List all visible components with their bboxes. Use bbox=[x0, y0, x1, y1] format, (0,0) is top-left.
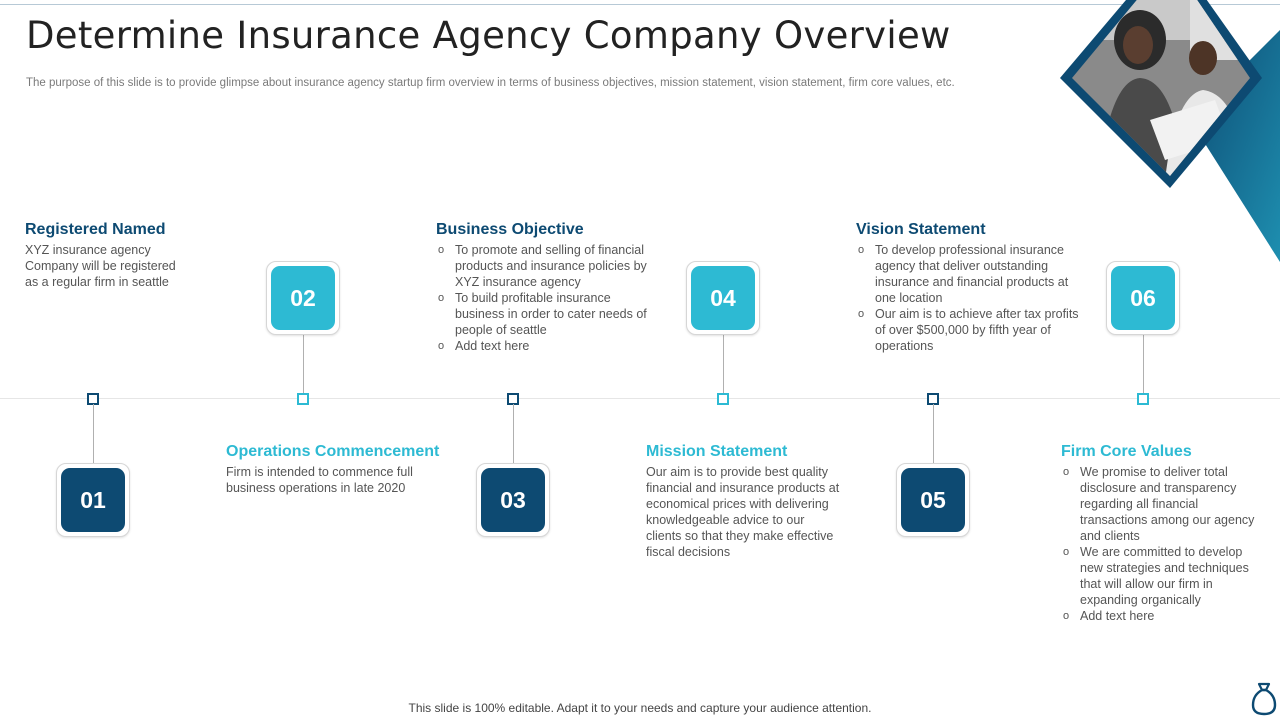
step-badge-06 bbox=[1106, 261, 1180, 335]
slide-footer-note: This slide is 100% editable. Adapt it to your needs and capture your audience attention. bbox=[408, 701, 872, 715]
step-number: 02 bbox=[271, 266, 335, 330]
timeline-marker-04 bbox=[717, 393, 729, 405]
step-text: Firm is intended to commence full business operations in late 2020 bbox=[226, 465, 413, 495]
bullet-item: o To develop professional insurance agency that deliver outstanding insurance and financial products at one location bbox=[856, 242, 1088, 306]
bullet-item: o We are committed to develop new strategies and techniques that will allow our firm in expanding organically bbox=[1061, 544, 1266, 608]
step-number: 04 bbox=[691, 266, 755, 330]
step-badge-01 bbox=[56, 463, 130, 537]
bullet-item: o Add text here bbox=[1061, 608, 1266, 624]
step-heading: Registered Named bbox=[25, 221, 166, 238]
step-bullets bbox=[856, 242, 1088, 354]
step-heading: Mission Statement bbox=[646, 443, 788, 460]
step-badge-03 bbox=[476, 463, 550, 537]
step-heading: Vision Statement bbox=[856, 221, 986, 238]
connector-02 bbox=[303, 334, 304, 393]
step-04-block bbox=[646, 443, 842, 560]
step-bullets bbox=[436, 242, 658, 354]
step-number: 06 bbox=[1111, 266, 1175, 330]
step-05-block bbox=[856, 221, 1088, 354]
slide-subtitle: The purpose of this slide is to provide glimpse about insurance agency startup firm overview in terms of business objectives, mission statement, vision statement, firm core values, etc. bbox=[26, 77, 955, 89]
step-01-block bbox=[25, 221, 187, 290]
step-text: Our aim is to provide best quality financial and insurance products at economical prices with delivering knowledgeable advice to our clients so that they make effective fiscal decisions bbox=[646, 465, 840, 559]
step-heading: Business Objective bbox=[436, 221, 584, 238]
timeline-marker-06 bbox=[1137, 393, 1149, 405]
bullet-item: o We promise to deliver total disclosure and transparency regarding all financial transactions among our agency and clients bbox=[1061, 464, 1266, 544]
step-heading: Firm Core Values bbox=[1061, 443, 1192, 460]
step-heading: Operations Commencement bbox=[226, 443, 440, 460]
step-bullets bbox=[1061, 464, 1266, 624]
step-text: XYZ insurance agency Company will be registered as a regular firm in seattle bbox=[25, 243, 176, 289]
slide-title: Determine Insurance Agency Company Overview bbox=[26, 14, 951, 57]
step-badge-05 bbox=[896, 463, 970, 537]
bullet-item: o To build profitable insurance business in order to cater needs of people of seattle bbox=[436, 290, 658, 338]
step-number: 05 bbox=[901, 468, 965, 532]
step-06-block bbox=[1061, 443, 1266, 624]
bullet-item: o To promote and selling of financial products and insurance policies by XYZ insurance agency bbox=[436, 242, 658, 290]
bullet-item: o Our aim is to achieve after tax profits of over $500,000 by fifth year of operations bbox=[856, 306, 1088, 354]
timeline-marker-02 bbox=[297, 393, 309, 405]
connector-05 bbox=[933, 404, 934, 464]
connector-01 bbox=[93, 404, 94, 464]
bullet-item: o Add text here bbox=[436, 338, 658, 354]
step-number: 03 bbox=[481, 468, 545, 532]
step-02-block bbox=[226, 443, 441, 496]
step-badge-04 bbox=[686, 261, 760, 335]
step-badge-02 bbox=[266, 261, 340, 335]
step-03-block bbox=[436, 221, 658, 354]
connector-06 bbox=[1143, 334, 1144, 393]
connector-04 bbox=[723, 334, 724, 393]
connector-03 bbox=[513, 404, 514, 464]
step-number: 01 bbox=[61, 468, 125, 532]
timeline-axis bbox=[0, 398, 1280, 399]
money-bag-icon bbox=[1250, 681, 1278, 717]
